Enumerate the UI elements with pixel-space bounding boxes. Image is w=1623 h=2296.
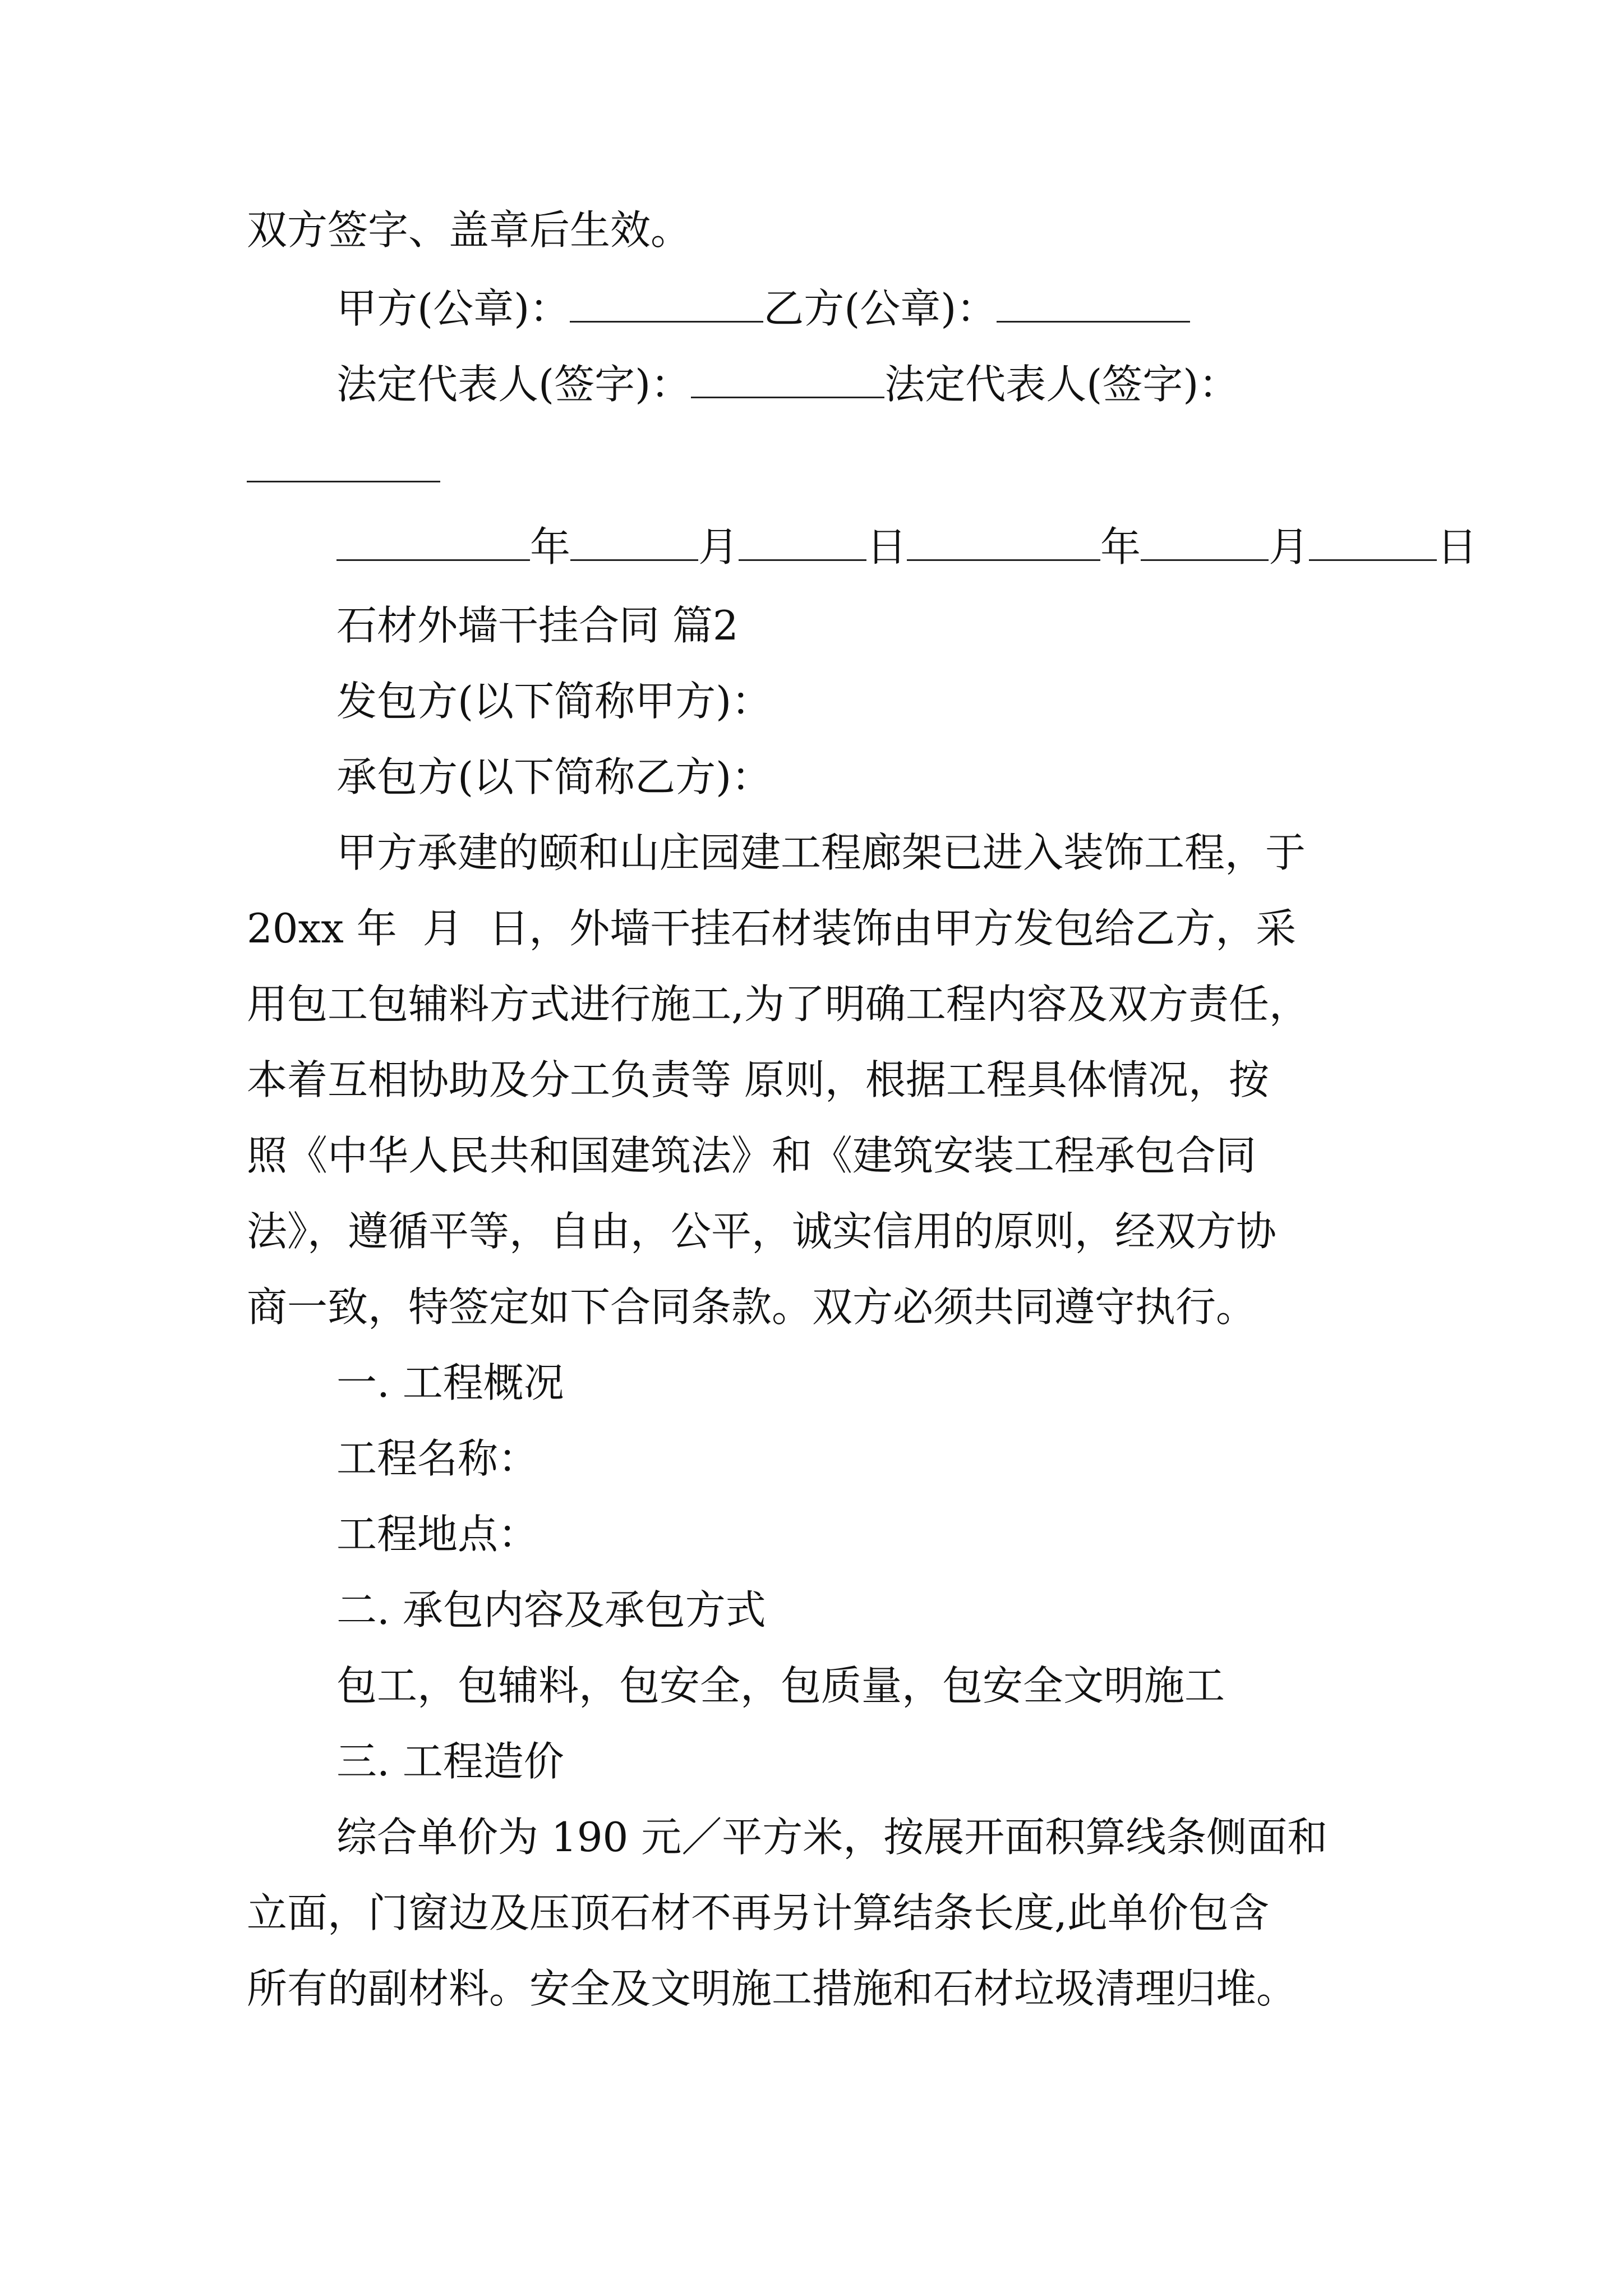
paragraph-line: 综合单价为 190 元／平方米，按展开面积算线条侧面和 <box>336 1814 1328 1861</box>
date-a-day-blank <box>739 524 866 561</box>
date-b-month-label: 月 <box>1269 523 1310 570</box>
paragraph-line: 甲方承建的颐和山庄园建工程廊架已进入装饰工程，于 <box>336 829 1306 876</box>
paragraph-line: 法》，遵循平等，自由，公平，诚实信用的原则，经双方协 <box>247 1208 1277 1255</box>
party-b-label: 承包方(以下简称乙方)： <box>336 753 772 800</box>
section-title: 石材外墙干挂合同 篇2 <box>336 602 739 649</box>
party-a-seal-blank <box>570 286 763 323</box>
date-b-day-label: 日 <box>1437 523 1478 570</box>
section-heading: 一. 工程概况 <box>336 1359 564 1406</box>
section-heading: 二. 承包内容及承包方式 <box>336 1586 766 1634</box>
date-a-year-blank <box>336 524 530 561</box>
paragraph-line: 双方签字、盖章后生效。 <box>247 206 691 254</box>
party-b-seal-blank <box>997 286 1190 323</box>
date-a-day-label: 日 <box>866 523 907 570</box>
party-b-representative-blank <box>247 446 440 482</box>
date-a-year-label: 年 <box>530 523 571 570</box>
signature-line-continuation <box>247 443 1391 494</box>
paragraph-line: 所有的副材料。安全及文明施工措施和石材垃圾清理归堆。 <box>247 1965 1297 2012</box>
date-a-month-blank <box>570 524 698 561</box>
date-b-month-blank <box>1141 524 1269 561</box>
signature-line-seal <box>336 283 1481 334</box>
section-heading: 三. 工程造价 <box>336 1738 564 1785</box>
party-a-representative-blank <box>691 362 884 398</box>
date-b-year-blank <box>907 524 1100 561</box>
project-name-label: 工程名称： <box>336 1435 539 1482</box>
date-b-day-blank <box>1309 524 1437 561</box>
signature-line-representative <box>336 359 1481 409</box>
paragraph-line: 立面，门窗边及压顶石材不再另计算结条长度,此单价包含 <box>247 1889 1269 1936</box>
paragraph-line: 照《中华人民共和国建筑法》和《建筑安装工程承包合同 <box>247 1132 1257 1179</box>
paragraph-line: 20xx 年 月 日，外墙干挂石材装饰由甲方发包给乙方，采 <box>247 905 1297 952</box>
project-location-label: 工程地点： <box>336 1511 539 1558</box>
date-b-year-label: 年 <box>1100 523 1141 570</box>
party-b-representative-label: 法定代表人(签字)： <box>884 361 1239 408</box>
paragraph-line: 商一致，特签定如下合同条款。双方必须共同遵守执行。 <box>247 1283 1257 1331</box>
date-a-month-label: 月 <box>698 523 739 570</box>
paragraph-line: 包工，包辅料，包安全，包质量，包安全文明施工 <box>336 1662 1225 1709</box>
party-b-seal-label: 乙方(公章)： <box>763 285 997 332</box>
paragraph-line: 本着互相协助及分工负责等 原则，根据工程具体情况，按 <box>247 1056 1269 1103</box>
date-line <box>336 522 1481 572</box>
party-a-label: 发包方(以下简称甲方)： <box>336 678 772 725</box>
party-a-seal-label: 甲方(公章)： <box>336 285 570 332</box>
party-a-representative-label: 法定代表人(签字)： <box>336 361 691 408</box>
paragraph-line: 用包工包辅料方式进行施工,为了明确工程内容及双方责任， <box>247 981 1310 1028</box>
